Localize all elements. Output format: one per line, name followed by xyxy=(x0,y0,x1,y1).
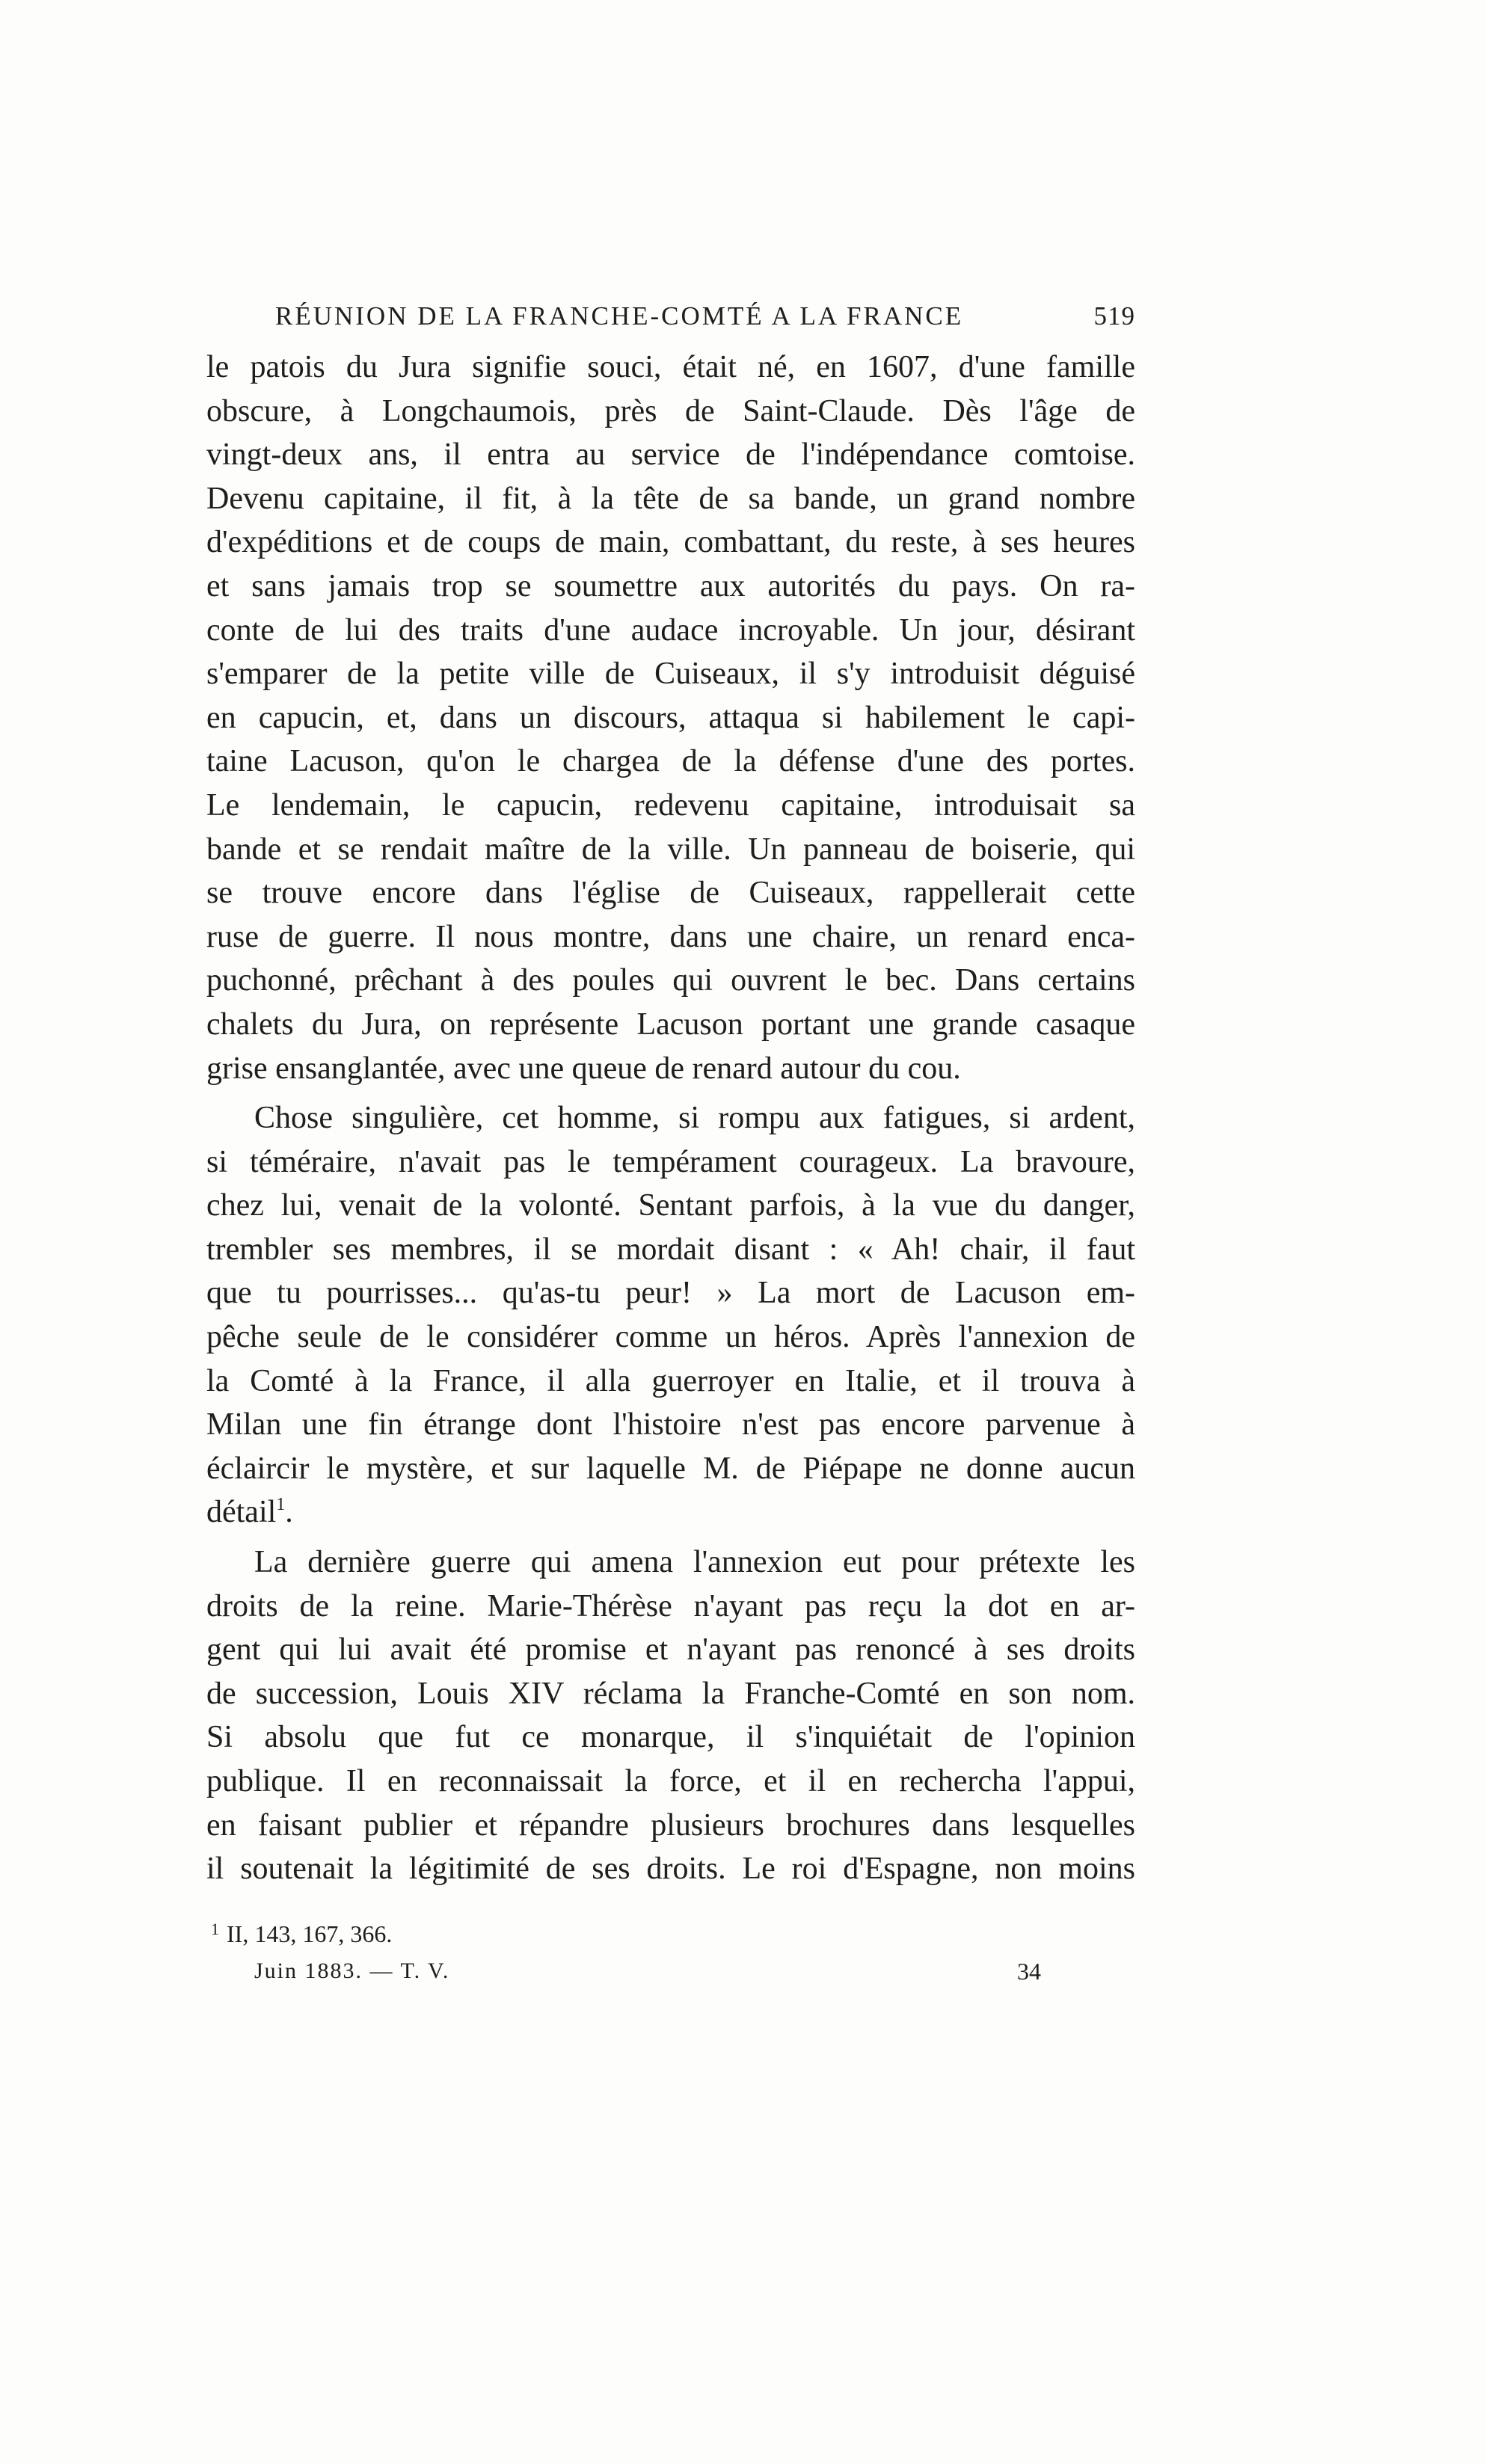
text-line: publique. Il en reconnaissait la force, et il en rechercha l'appui, xyxy=(206,1764,1135,1798)
text-line: ruse de guerre. Il nous montre, dans une chaire, un renard enca- xyxy=(206,919,1135,954)
text-line-fragment: détail xyxy=(206,1495,277,1530)
text-line: Si absolu que fut ce monarque, il s'inquiétait de l'opinion xyxy=(206,1720,1135,1755)
running-head-title: RÉUNION DE LA FRANCHE-COMTÉ A LA FRANCE xyxy=(275,301,964,331)
printer-signature: Juin 1883. — T. V. xyxy=(254,1958,450,1983)
text-line: La dernière guerre qui amena l'annexion eut pour prétexte les xyxy=(254,1545,1135,1580)
text-line: trembler ses membres, il se mordait disant : « Ah! chair, il faut xyxy=(206,1232,1135,1267)
text-line: puchonné, prêchant à des poules qui ouvrent le bec. Dans certains xyxy=(206,963,1135,998)
text-line: Milan une fin étrange dont l'histoire n'est pas encore parvenue à xyxy=(206,1407,1135,1443)
page-number: 519 xyxy=(1093,301,1135,331)
text-line: de succession, Louis XIV réclama la Franche-Comté en son nom. xyxy=(206,1676,1135,1711)
text-line: pêche seule de le considérer comme un héros. Après l'annexion de xyxy=(206,1320,1135,1355)
text-line: se trouve encore dans l'église de Cuiseaux, rappellerait cette xyxy=(206,876,1135,911)
text-line: si téméraire, n'avait pas le tempérament courageux. La bravoure, xyxy=(206,1144,1135,1179)
text-line: en faisant publier et répandre plusieurs brochures dans lesquelles xyxy=(206,1807,1135,1843)
text-line: éclaircir le mystère, et sur laquelle M. de Piépape ne donne aucun xyxy=(206,1451,1135,1486)
text-line: Chose singulière, cet homme, si rompu aux fatigues, si ardent, xyxy=(254,1101,1135,1136)
body-text xyxy=(206,345,1135,1891)
text-line: il soutenait la légitimité de ses droits. Le roi d'Espagne, non moins xyxy=(206,1852,1135,1887)
text-line: droits de la reine. Marie-Thérèse n'ayant pas reçu la dot en ar- xyxy=(206,1588,1135,1623)
text-line: conte de lui des traits d'une audace incroyable. Un jour, désirant xyxy=(206,612,1135,648)
text-line: gent qui lui avait été promise et n'ayant pas renoncé à ses droits xyxy=(206,1632,1135,1668)
text-line: le patois du Jura signifie souci, était né, en 1607, d'une famille xyxy=(206,350,1135,384)
footnote-text: II, 143, 167, 366. xyxy=(227,1920,393,1947)
text-line: en capucin, et, dans un discours, attaqua si habilement le capi- xyxy=(206,700,1135,735)
text-line: chez lui, venait de la volonté. Sentant parfois, à la vue du danger, xyxy=(206,1188,1135,1223)
text-line: obscure, à Longchaumois, près de Saint-Claude. Dès l'âge de xyxy=(206,393,1135,428)
text-line: bande et se rendait maître de la ville. Un panneau de boiserie, qui xyxy=(206,832,1135,867)
text-line: Le lendemain, le capucin, redevenu capitaine, introduisait sa xyxy=(206,787,1135,823)
text-line: que tu pourrisses... qu'as-tu peur! » La mort de Lacuson em- xyxy=(206,1276,1135,1311)
text-line: vingt-deux ans, il entra au service de l'indépendance comtoise. xyxy=(206,437,1135,473)
sheet-number: 34 xyxy=(1017,1958,1041,1985)
running-head xyxy=(275,298,1135,335)
text-line: taine Lacuson, qu'on le chargea de la défense d'une des portes. xyxy=(206,744,1135,779)
text-line: Devenu capitaine, il fit, à la tête de sa bande, un grand nombre xyxy=(206,481,1135,516)
text-line: grise ensanglantée, avec une queue de renard autour du cou. xyxy=(206,1051,961,1086)
text-line: chalets du Jura, on représente Lacuson portant une grande casaque xyxy=(206,1007,1135,1042)
text-line: la Comté à la France, il alla guerroyer en Italie, et il trouva à xyxy=(206,1363,1135,1398)
text-line: et sans jamais trop se soumettre aux autorités du pays. On ra- xyxy=(206,568,1135,603)
footnote-reference: 1 xyxy=(276,1495,286,1515)
text-line: d'expéditions et de coups de main, combattant, du reste, à ses heures xyxy=(206,525,1135,560)
text-line-with-note: détail$^1$. xyxy=(206,1495,293,1530)
text-line: s'emparer de la petite ville de Cuiseaux, il s'y introduisit déguisé xyxy=(206,657,1135,692)
footnote xyxy=(211,1913,392,1950)
footnote-mark: 1 xyxy=(211,1920,219,1938)
